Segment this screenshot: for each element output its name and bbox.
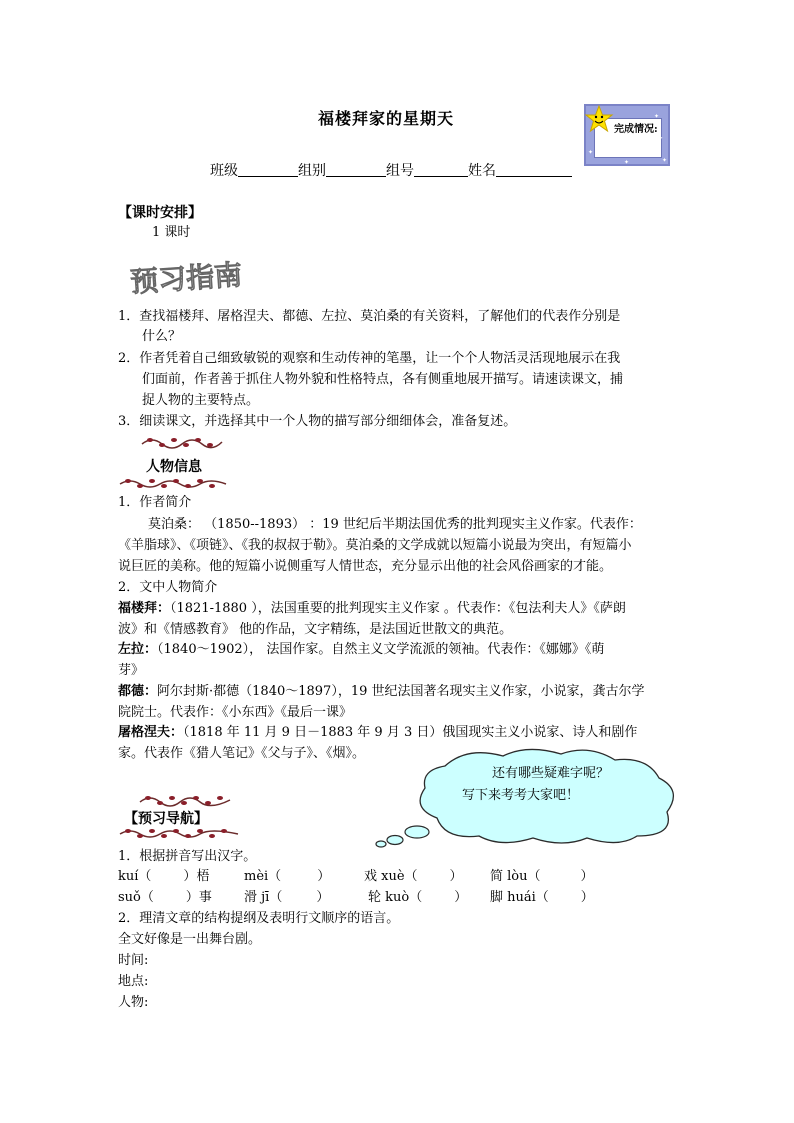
guide-item-1 <box>118 306 620 327</box>
turgenev-line-2: 家。代表作《猎人笔记》《父与子》、《烟》。 <box>118 746 366 761</box>
class-blank[interactable] <box>238 162 298 177</box>
pinyin-text: mèi（ <box>244 869 282 884</box>
paren-close: ） <box>580 869 594 884</box>
question-2-line: 全文好像是一出舞台剧。 <box>118 932 262 947</box>
flaubert-desc: （1821-1880 ），法国重要的批判现实主义作家 。代表作：《包法利夫人》《萨朗 <box>170 601 626 616</box>
pinyin-text: 脚 huái（ <box>490 890 549 905</box>
cloud-text-line-1: 还有哪些疑难字呢？ <box>492 766 610 781</box>
paren-close: ） <box>316 890 330 905</box>
people-info-heading: 人物信息 <box>146 459 202 475</box>
guide-item-number: 3． <box>118 414 140 429</box>
turgenev-name: 屠格涅夫： <box>118 725 184 740</box>
class-label: 班级 <box>210 163 238 179</box>
daudet-desc: 阿尔封斯·都德（1840～1897），19 世纪法国著名现实主义作家，小说家，龚古尔学 <box>157 684 645 699</box>
name-label: 姓名 <box>468 163 496 179</box>
pinyin-item[interactable] <box>368 887 467 908</box>
group-no-blank[interactable] <box>414 162 468 177</box>
group-blank[interactable] <box>326 162 386 177</box>
pinyin-text: 滑 jī（ <box>244 890 283 905</box>
group-no-label: 组号 <box>386 163 414 179</box>
name-blank[interactable] <box>496 162 572 177</box>
paren-close: ） <box>454 890 468 905</box>
flaubert-line-1 <box>118 598 626 619</box>
paren-close: ） <box>185 890 199 905</box>
pinyin-text: 轮 kuò（ <box>368 890 423 905</box>
author-name: 莫泊桑： <box>148 517 201 532</box>
turgenev-desc: （1818 年 11 月 9 日－1883 年 9 月 3 日）俄国现实主义小说家、诗人和剧作 <box>183 725 638 740</box>
paren-close: ） <box>317 869 331 884</box>
guide-item-text: 作者凭着自己细致敏锐的观察和生动传神的笔墨，让一个个人物活灵活现地展示在我 <box>139 351 621 366</box>
question-1: 1．根据拼音写出汉字。 <box>118 849 257 864</box>
zola-line-2: 芽》 <box>118 663 145 678</box>
author-line-1 <box>148 514 642 535</box>
daudet-line-2: 院院士。代表作：《小东西》《最后一课》 <box>118 705 353 720</box>
pinyin-item[interactable] <box>244 866 330 887</box>
pinyin-text: kuí（ <box>118 869 152 884</box>
preview-guide-logo-text: 预习指南 <box>129 258 244 296</box>
svg-text:✦: ✦ <box>588 149 594 156</box>
preview-guide-logo <box>126 256 256 300</box>
guide-item-2-cont2: 捉人物的主要特点。 <box>142 393 260 408</box>
pinyin-item[interactable] <box>244 887 329 908</box>
paren-close: ） <box>449 869 463 884</box>
preview-nav-heading: 【预习导航】 <box>124 811 208 827</box>
paren-close: ） <box>580 890 594 905</box>
pinyin-item[interactable] <box>490 887 594 908</box>
guide-item-number: 2． <box>118 351 140 366</box>
author-intro-heading: 1．作者简介 <box>118 495 192 510</box>
svg-text:✦: ✦ <box>662 157 668 164</box>
zola-desc: （1840～1902）， 法国作家。自然主义文学流派的领袖。代表作：《娜娜》《萌 <box>157 642 605 657</box>
pinyin-item[interactable] <box>364 866 463 887</box>
pinyin-item[interactable] <box>118 887 212 908</box>
guide-item-text: 查找福楼拜、屠格涅夫、都德、左拉、莫泊桑的有关资料，了解他们的代表作分别是 <box>139 309 621 324</box>
pinyin-item[interactable] <box>118 866 209 887</box>
guide-item-number: 1． <box>118 309 140 324</box>
preview-guide-logo-art <box>126 256 256 296</box>
people-label: 人物: <box>118 995 149 1010</box>
page-title: 福楼拜家的星期天 <box>318 109 455 128</box>
guide-item-2 <box>118 348 620 369</box>
guide-item-3 <box>118 411 516 432</box>
author-line-3: 说巨匠的美称。他的短篇小说侧重写人情世态，充分显示出他的社会风俗画家的才能。 <box>118 559 613 574</box>
daudet-line-1 <box>118 681 645 702</box>
pinyin-item[interactable] <box>490 866 594 887</box>
turgenev-line-1 <box>118 722 637 743</box>
characters-heading: 2．文中人物简介 <box>118 580 218 595</box>
pinyin-text: 戏 xuè（ <box>364 869 418 884</box>
student-info-line <box>210 160 572 180</box>
pinyin-char: 梧 <box>196 869 210 884</box>
time-label: 时间: <box>118 953 149 968</box>
author-desc: （1850--1893） ：19 世纪后半期法国优秀的批判现实主义作家。代表作： <box>204 517 642 532</box>
group-label: 组别 <box>298 163 326 179</box>
completion-badge <box>584 104 670 166</box>
author-line-2: 《羊脂球》、《项链》、《我的叔叔于勒》。莫泊桑的文学成就以短篇小说最为突出，有短篇小 <box>118 538 632 553</box>
paren-close: ） <box>183 869 197 884</box>
pinyin-text: 简 lòu（ <box>490 869 541 884</box>
flaubert-name: 福楼拜： <box>118 601 171 616</box>
badge-stars-decor <box>584 104 670 166</box>
vine-divider-icon <box>118 476 230 492</box>
svg-text:✦: ✦ <box>658 135 664 142</box>
pinyin-text: suǒ（ <box>118 890 154 905</box>
flaubert-line-2: 波》和《情感教育》 他的作品，文字精练，是法国近世散文的典范。 <box>118 622 513 637</box>
schedule-value: 1 课时 <box>152 225 191 240</box>
vine-divider-icon <box>140 434 224 450</box>
place-label: 地点: <box>118 974 149 989</box>
badge-label: 完成情况: <box>614 124 658 135</box>
cloud-text-line-2: 写下来考考大家吧！ <box>462 788 580 803</box>
svg-text:✦: ✦ <box>624 159 630 166</box>
question-2: 2．理清文章的结构提纲及表明行文顺序的语言。 <box>118 911 400 926</box>
daudet-name: 都德： <box>118 684 158 699</box>
svg-text:✦: ✦ <box>654 113 660 120</box>
guide-item-2-cont: 们面前，作者善于抓住人物外貌和性格特点，各有侧重地展开描写。请速读课文，捕 <box>142 372 624 387</box>
zola-name: 左拉： <box>118 642 158 657</box>
guide-item-1-cont: 什么？ <box>142 329 182 344</box>
vine-divider-icon <box>138 792 234 808</box>
guide-item-text: 细读课文，并选择其中一个人物的描写部分细细体会，准备复述。 <box>139 414 517 429</box>
schedule-heading: 【课时安排】 <box>118 205 202 221</box>
vine-divider-icon <box>118 826 242 842</box>
zola-line-1 <box>118 639 604 660</box>
pinyin-char: 事 <box>198 890 212 905</box>
